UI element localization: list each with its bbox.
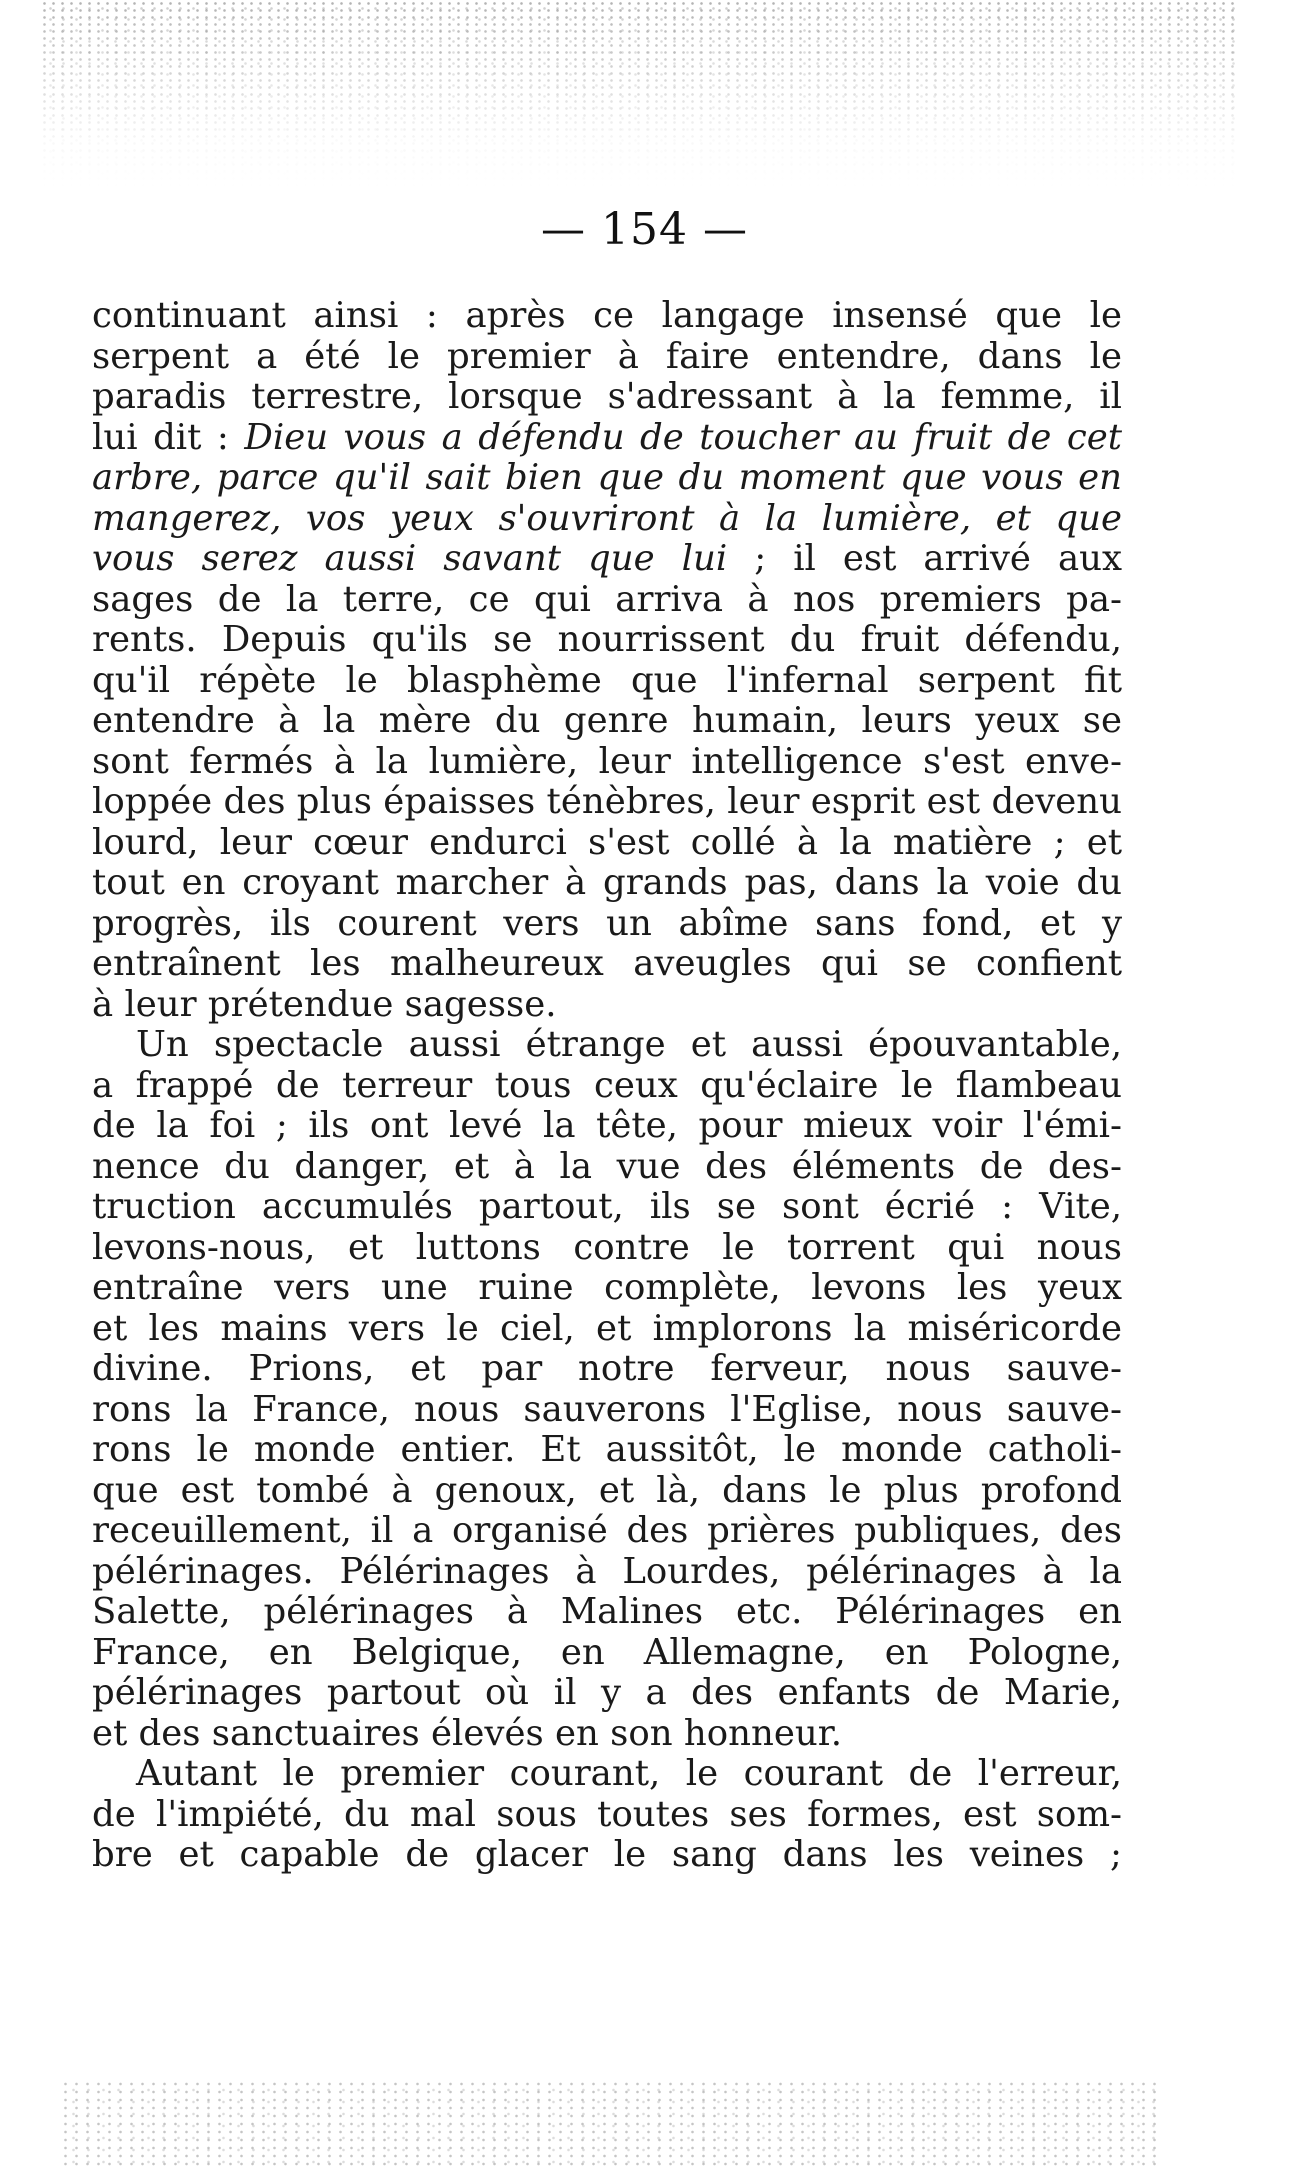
text-line — [92, 1714, 1122, 1755]
text-line — [92, 823, 1122, 864]
text-line — [92, 863, 1122, 904]
text-line — [92, 418, 1122, 459]
text-line-main: sages de la terre, ce qui arriva à nos premiers pa- — [92, 579, 1122, 620]
text-line — [92, 1066, 1122, 1107]
text-line-main: nence du danger, et à la vue des éléments de des- — [92, 1146, 1122, 1187]
text-line — [92, 1471, 1122, 1512]
text-line-normal-tail: ; il est arrivé aux — [727, 539, 1122, 579]
text-line-main: vous serez aussi savant que lui — [92, 539, 728, 579]
text-line-main: et les mains vers le ciel, et implorons la miséricorde — [92, 1308, 1122, 1349]
scan-noise-bottom — [60, 2080, 1160, 2170]
text-line — [92, 944, 1122, 985]
text-line-main: continuant ainsi : après ce langage insensé que le — [92, 296, 1122, 336]
text-line-main: paradis terrestre, lorsque s'adressant à la femme, il — [92, 377, 1122, 417]
text-line-main: pélérinages partout où il y a des enfants de Marie, — [92, 1673, 1122, 1713]
text-line — [92, 1633, 1122, 1674]
text-line — [92, 620, 1122, 661]
text-line — [92, 1228, 1122, 1269]
text-line-main: truction accumulés partout, ils se sont écrié : Vite, — [92, 1187, 1122, 1227]
text-line-main: a frappé de terreur tous ceux qu'éclaire le flambeau — [92, 1065, 1122, 1106]
text-line-main: serpent a été le premier à faire entendre, dans le — [92, 336, 1122, 377]
body-text — [92, 296, 1122, 1876]
scan-noise-top — [40, 0, 1240, 190]
text-line — [92, 337, 1122, 378]
text-line-main: lui dit : — [92, 417, 245, 458]
text-line-main: qu'il répète le blasphème que l'infernal serpent fit — [92, 660, 1122, 701]
text-line — [92, 1754, 1122, 1795]
text-line — [92, 904, 1122, 945]
text-line-main: que est tombé à genoux, et là, dans le plus profond — [92, 1470, 1122, 1511]
text-line-main: France, en Belgique, en Allemagne, en Pologne, — [92, 1632, 1122, 1673]
text-line — [92, 1025, 1122, 1066]
text-line — [92, 1835, 1122, 1876]
text-line — [92, 1511, 1122, 1552]
text-line-main: lourd, leur cœur endurci s'est collé à la matière ; et — [92, 822, 1122, 863]
text-line-main: entendre à la mère du genre humain, leurs yeux se — [92, 701, 1122, 741]
text-line-main: Autant le premier courant, le courant de l'erreur, — [136, 1754, 1122, 1794]
text-line-main: Salette, pélérinages à Malines etc. Pélérinages en — [92, 1592, 1122, 1632]
page-number: — 154 — — [541, 204, 748, 255]
text-line-main: à leur prétendue sagesse. — [92, 984, 557, 1025]
text-line-main: arbre, parce qu'il sait bien que du moment que vous en — [92, 458, 1122, 498]
text-line-main: loppée des plus épaisses ténèbres, leur esprit est devenu — [92, 782, 1122, 822]
text-line — [92, 1268, 1122, 1309]
text-line-main: rons le monde entier. Et aussitôt, le monde catholi- — [92, 1430, 1122, 1470]
text-line-main: divine. Prions, et par notre ferveur, nous sauve- — [92, 1349, 1122, 1389]
text-line — [92, 1552, 1122, 1593]
text-line-main: sont fermés à la lumière, leur intelligence s'est enve- — [92, 741, 1122, 782]
text-line — [92, 1187, 1122, 1228]
text-line — [92, 499, 1122, 540]
text-line — [92, 782, 1122, 823]
text-line-main: et des sanctuaires élevés en son honneur. — [92, 1713, 843, 1754]
text-line — [92, 1390, 1122, 1431]
text-line-main: receuillement, il a organisé des prières publiques, des — [92, 1511, 1122, 1551]
text-line — [92, 1795, 1122, 1836]
text-line-main: entraînent les malheureux aveugles qui se confient — [92, 944, 1122, 984]
text-line — [92, 661, 1122, 702]
text-line-main: de la foi ; ils ont levé la tête, pour mieux voir l'émi- — [92, 1106, 1122, 1146]
text-line-main: Un spectacle aussi étrange et aussi épouvantable, — [136, 1025, 1122, 1065]
text-line-main: tout en croyant marcher à grands pas, dans la voie du — [92, 863, 1122, 903]
text-line — [92, 1349, 1122, 1390]
text-line-main: de l'impiété, du mal sous toutes ses formes, est som- — [92, 1794, 1122, 1835]
text-line — [92, 1147, 1122, 1188]
text-line-main: entraîne vers une ruine complète, levons les yeux — [92, 1268, 1122, 1308]
text-line — [92, 458, 1122, 499]
text-line — [92, 377, 1122, 418]
text-line — [92, 1309, 1122, 1350]
text-line — [92, 1673, 1122, 1714]
text-line — [92, 1592, 1122, 1633]
text-line — [92, 1430, 1122, 1471]
text-line-italic-tail: Dieu vous a défendu de toucher au fruit de cet — [244, 417, 1122, 458]
text-line-main: pélérinages. Pélérinages à Lourdes, pélérinages à la — [92, 1551, 1122, 1592]
text-line-main: mangerez, vos yeux s'ouvriront à la lumière, et que — [92, 498, 1122, 539]
text-line — [92, 742, 1122, 783]
text-line-main: levons-nous, et luttons contre le torrent qui nous — [92, 1227, 1122, 1268]
text-line — [92, 580, 1122, 621]
text-line-main: progrès, ils courent vers un abîme sans fond, et y — [92, 903, 1122, 944]
text-line-main: rons la France, nous sauverons l'Eglise, nous sauve- — [92, 1389, 1122, 1430]
text-line — [92, 701, 1122, 742]
text-line-main: bre et capable de glacer le sang dans les veines ; — [92, 1835, 1122, 1875]
text-line — [92, 539, 1122, 580]
text-line-main: rents. Depuis qu'ils se nourrissent du fruit défendu, — [92, 620, 1122, 660]
text-line — [92, 985, 1122, 1026]
text-line — [92, 296, 1122, 337]
text-line — [92, 1106, 1122, 1147]
